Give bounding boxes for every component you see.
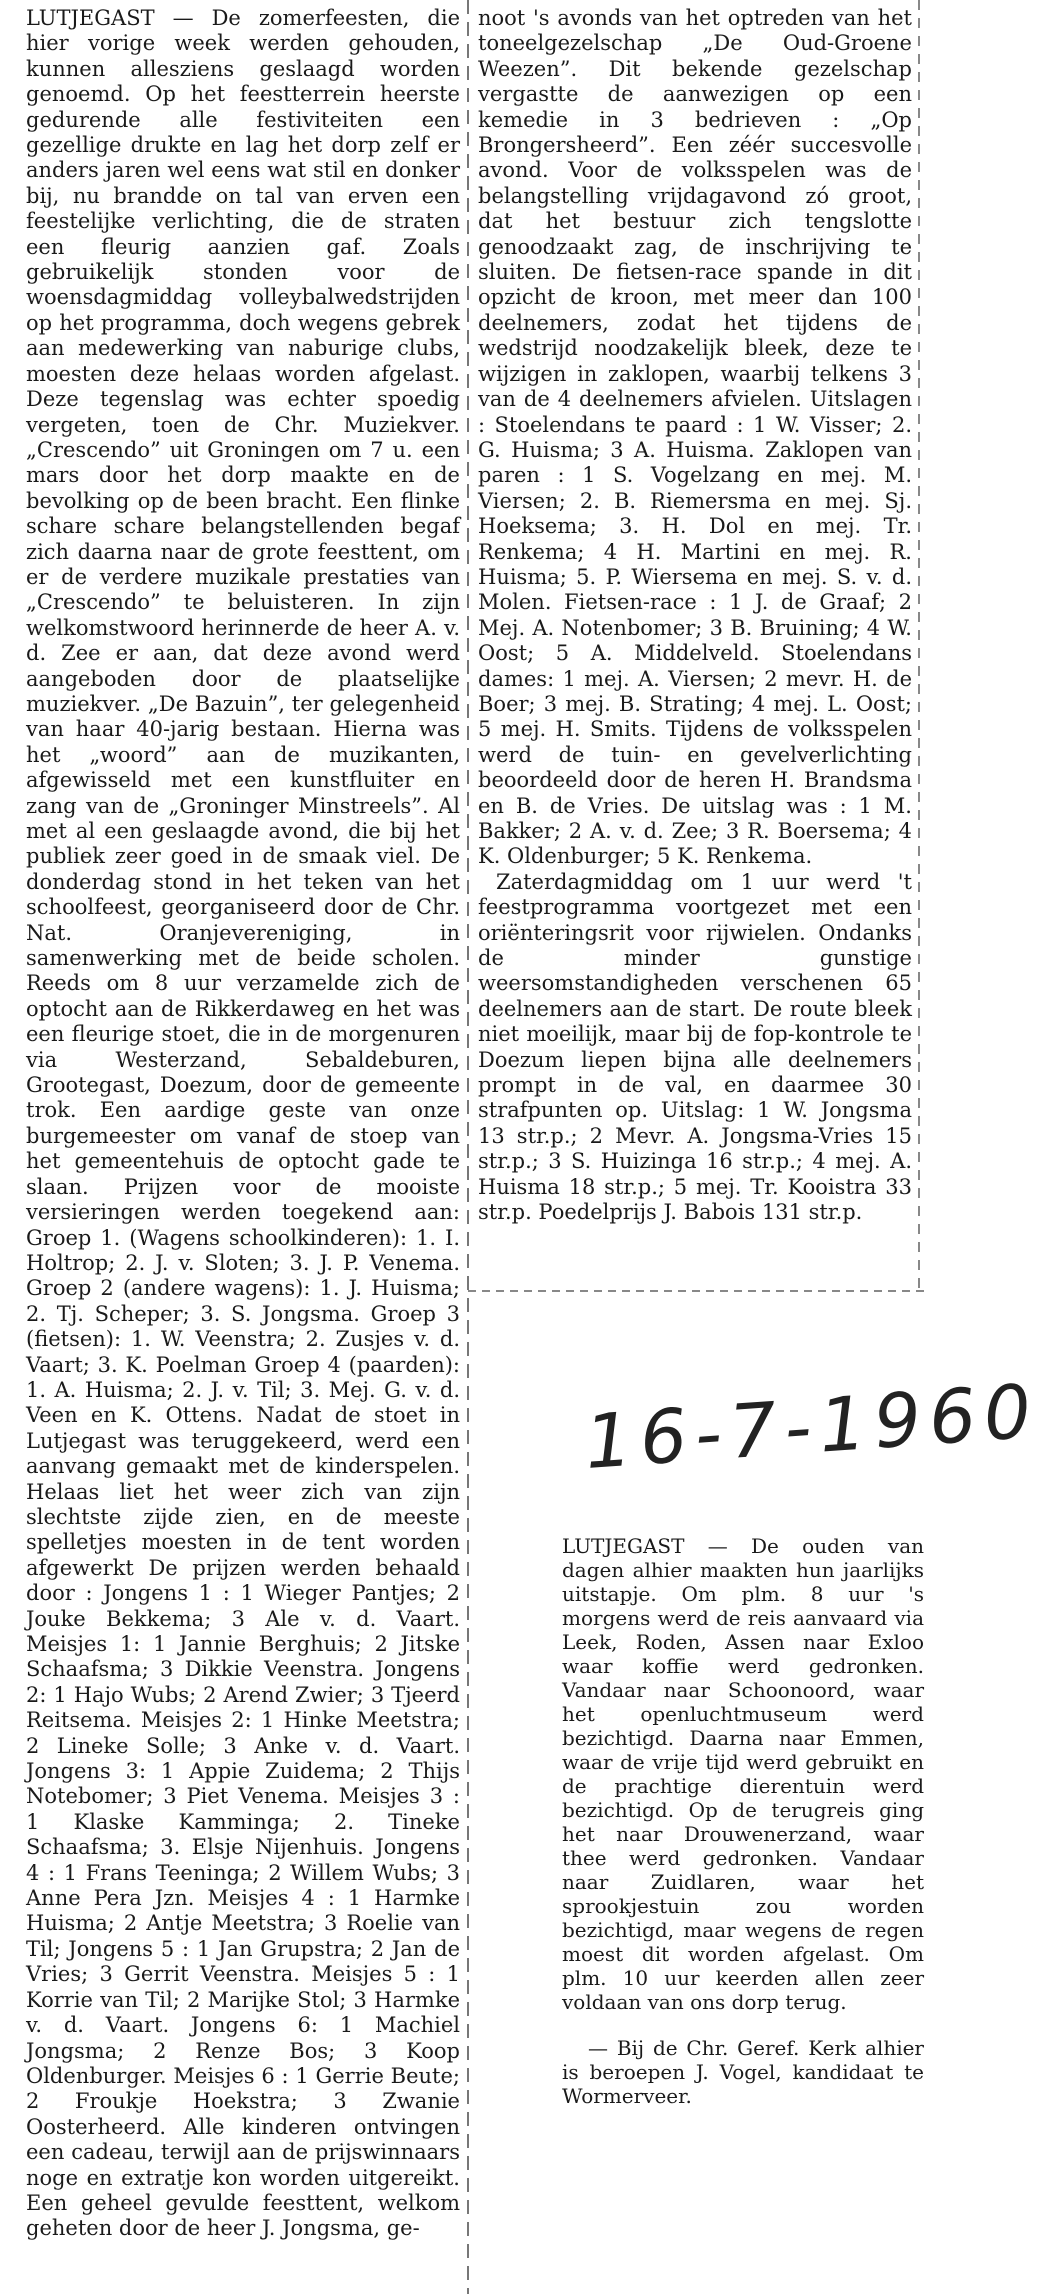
church-notice: — Bij de Chr. Geref. Kerk alhier is beroepen J. Vogel, kandidaat te Wormerveer. [562, 2036, 924, 2108]
article-paragraph: noot 's avonds van het optreden van het toneelgezelschap „De Oud-Groene Weezen”. Dit bekende gezelschap vergastte de aanwezigen op een kemedie in 3 bedrieven : „Op Brongersheerd”. Een zéér succesvolle avond. Voor de volksspelen was de belangstelling vrijdagavond zó groot, dat het bestuur zich tengslotte genoodzaakt zag, de inschrijving te sluiten. De fietsen-race spande in dit opzicht de kroon, met meer dan 100 deelnemers, zodat het tijdens de wedstrijd noodzakelijk bleek, deze te wijzigen in zaklopen, waarbij telkens 3 van de 4 deelnemers afvielen. Uitslagen : Stoelendans te paard : 1 W. Visser; 2. G. Huisma; 3 A. Huisma. Zaklopen van paren : 1 S. Vogelzang en mej. M. Viersen; 2. B. Riemersma en mej. Sj. Hoeksema; 3. H. Dol en mej. Tr. Renkema; 4 H. Martini en mej. R. Huisma; 5. P. Wiersema en mej. S. v. d. Molen. Fietsen-race : 1 J. de Graaf; 2 Mej. A. Notenbomer; 3 B. Bruining; 4 W. Oost; 5 A. Middelveld. Stoelendans dames: 1 mej. A. Viersen; 2 mevr. H. de Boer; 3 mej. B. Strating; 4 mej. L. Oost; 5 mej. H. Smits. Tijdens de volksspelen werd de tuin- en gevelverlichting beoordeeld door de heren H. Brandsma en B. de Vries. De uitslag was : 1 M. Bakker; 2 A. v. d. Zee; 3 R. Boersema; 4 K. Oldenburger; 5 K. Renkema. [478, 6, 912, 869]
article-paragraph: Zaterdagmiddag om 1 uur werd 't feestprogramma voortgezet met een oriënteringsrit voor rijwielen. Ondanks de minder gunstige weersomstandigheden verschenen 65 deelnemers aan de start. De route bleek niet moeilijk, maar bij de fop-kontrole te Doezum liepen bijna alle deelnemers prompt in de val, en daarmee 30 strafpunten op. Uitslag: 1 W. Jongsma 13 str.p.; 2 Mevr. A. Jongsma-Vries 15 str.p.; 3 S. Huizinga 16 str.p.; 4 mej. A. Huisma 18 str.p.; 5 mej. Tr. Kooistra 33 str.p. Poedelprijs J. Babois 131 str.p. [478, 869, 912, 1225]
clipping-divider [468, 1290, 924, 1292]
column-divider [467, 0, 469, 2294]
handwritten-date: 16-7-1960 [582, 1368, 1042, 1486]
article-paragraph: LUTJEGAST — De ouden van dagen alhier maakten hun jaarlijks uitstapje. Om plm. 8 uur 's morgens werd de reis aanvaard via Leek, Roden, Assen naar Exloo waar koffie werd gedronken. Vandaar naar Schoonoord, waar het openluchtmuseum werd bezichtigd. Daarna naar Emmen, waar de vrije tijd werd gebruikt en de prachtige dierentuin werd bezichtigd. Op de terugreis ging het naar Drouwenerzand, waar thee werd gedronken. Vandaar naar Zuidlaren, waar het sprookjestuin zou worden bezichtigd, maar wegens de regen moest dit worden afgelast. Om plm. 10 uur keerden allen zeer voldaan van ons dorp terug. [562, 1534, 924, 2014]
article-zomerfeesten-column-left [26, 6, 460, 2242]
article-zomerfeesten-column-right [478, 6, 912, 1226]
article-paragraph: LUTJEGAST — De zomerfeesten, die hier vorige week werden gehouden, kunnen allesziens geslaagd worden genoemd. Op het feestterrein heerste gedurende alle festiviteiten een gezellige drukte en lag het dorp zelf er anders jaren wel eens wat stil en donker bij, nu brandde on tal van erven een feestelijke verlichting, die de straten een fleurig aanzien gaf. Zoals gebruikelijk stonden voor de woensdagmiddag volleybalwedstrijden op het programma, doch wegens gebrek aan medewerking van naburige clubs, moesten deze helaas worden afgelast. Deze tegenslag was echter spoedig vergeten, toen de Chr. Muziekver. „Crescendo” uit Groningen om 7 u. een mars door het dorp maakte en de bevolking op de been bracht. Een flinke schare schare belangstellenden begaf zich daarna naar de grote feesttent, om er de verdere muzikale prestaties van „Crescendo” te beluisteren. In zijn welkomstwoord herinnerde de heer A. v. d. Zee er aan, dat deze avond werd aangeboden door de plaatselijke muziekver. „De Bazuin”, ter gelegenheid van haar 40-jarig bestaan. Hierna was het „woord” aan de muzikanten, afgewisseld met een kunstfluiter en zang van de „Groninger Minstreels”. Al met al een geslaagde avond, die bij het publiek zeer goed in de smaak viel. De donderdag stond in het teken van het schoolfeest, georganiseerd door de Chr. Nat. Oranjevereniging, in samenwerking met de beide scholen. Reeds om 8 uur verzamelde zich de optocht aan de Rikkerdaweg en het was een fleurige stoet, die in de morgenuren via Westerzand, Sebaldeburen, Grootegast, Doezum, door de gemeente trok. Een aardige geste van onze burgemeester om vanaf de stoep van het gemeentehuis de optocht gade te slaan. Prijzen voor de mooiste versieringen werden toegekend aan: Groep 1. (Wagens schoolkinderen): 1. I. Holtrop; 2. J. v. Sloten; 3. J. P. Venema. Groep 2 (andere wagens): 1. J. Huisma; 2. Tj. Scheper; 3. S. Jongsma. Groep 3 (fietsen): 1. W. Veenstra; 2. Zusjes v. d. Vaart; 3. K. Poelman Groep 4 (paarden): 1. A. Huisma; 2. J. v. Til; 3. Mej. G. v. d. Veen en K. Ottens. Nadat de stoet in Lutjegast was teruggekeerd, werd een aanvang gemaakt met de kinderspelen. Helaas liet het weer zich van zijn slechtste zijde zien, en de meeste spelletjes moesten in de tent worden afgewerkt De prijzen werden behaald door : Jongens 1 : 1 Wieger Pantjes; 2 Jouke Bekkema; 3 Ale v. d. Vaart. Meisjes 1: 1 Jannie Berghuis; 2 Jitske Schaafsma; 3 Dikkie Veenstra. Jongens 2: 1 Hajo Wubs; 2 Arend Zwier; 3 Tjeerd Reitsema. Meisjes 2: 1 Hinke Meetstra; 2 Lineke Solle; 3 Anke v. d. Vaart. Jongens 3: 1 Appie Zuidema; 2 Thijs Notebomer; 3 Piet Venema. Meisjes 3 : 1 Klaske Kamminga; 2. Tineke Schaafsma; 3. Elsje Nijenhuis. Jongens 4 : 1 Frans Teeninga; 2 Willem Wubs; 3 Anne Pera Jzn. Meisjes 4 : 1 Harmke Huisma; 2 Antje Meetstra; 3 Roelie van Til; Jongens 5 : 1 Jan Grupstra; 2 Jan de Vries; 3 Gerrit Veenstra. Meisjes 5 : 1 Korrie van Til; 2 Marijke Stol; 3 Harmke v. d. Vaart. Jongens 6: 1 Machiel Jongsma; 2 Renze Bos; 3 Koop Oldenburger. Meisjes 6 : 1 Gerrie Beute; 2 Froukje Hoekstra; 3 Zwanie Oosterheerd. Alle kinderen ontvingen een cadeau, terwijl aan de prijswinnaars noge en extratje kon worden uitgereikt. Een geheel gevulde feesttent, welkom geheten door de heer J. Jongsma, ge- [26, 6, 460, 2241]
column-divider-right [918, 0, 920, 1290]
article-ouden-van-dagen [562, 1534, 924, 2108]
